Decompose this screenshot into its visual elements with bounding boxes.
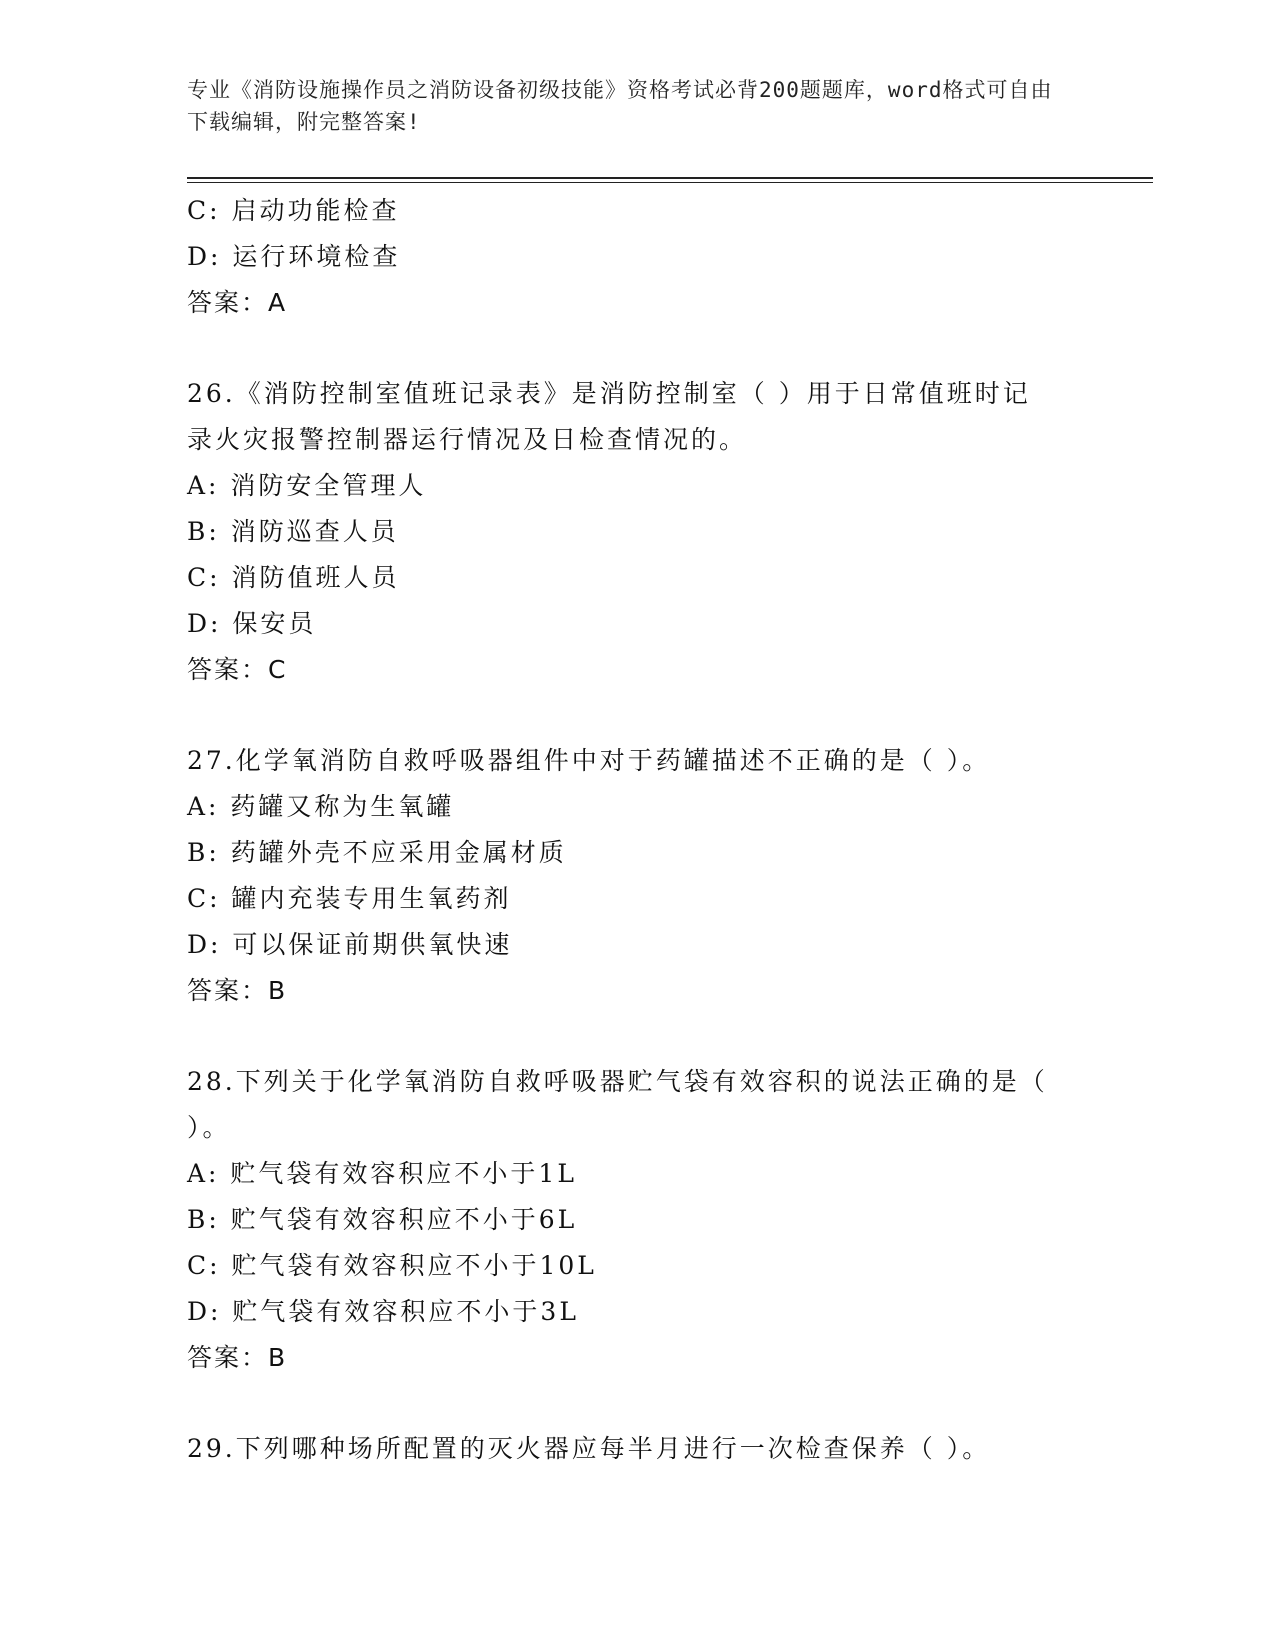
question-block-26 <box>187 371 1087 693</box>
question-stem-continued: ）。 <box>187 1113 231 1142</box>
document-header: 专业《消防设施操作员之消防设备初级技能》资格考试必背200题题库，word格式可自由下载编辑，附完整答案! <box>187 78 1053 134</box>
option-b: B: 贮气袋有效容积应不小于6L <box>187 1205 578 1234</box>
header-divider-thin <box>187 182 1153 183</box>
question-stem: 28.下列关于化学氧消防自救呼吸器贮气袋有效容积的说法正确的是（ <box>187 1067 1048 1096</box>
option-c: C: 罐内充装专用生氧药剂 <box>187 884 512 913</box>
question-stem-continued: 录火灾报警控制器运行情况及日检查情况的。 <box>187 425 748 454</box>
question-block-25-tail <box>187 188 1087 326</box>
question-stem: 26.《消防控制室值班记录表》是消防控制室（ ）用于日常值班时记 <box>187 379 1031 408</box>
option-d: D: 可以保证前期供氧快速 <box>187 930 513 959</box>
question-stem: 29.下列哪种场所配置的灭火器应每半月进行一次检查保养（ ）。 <box>187 1434 991 1463</box>
option-b: B: 药罐外壳不应采用金属材质 <box>187 838 567 867</box>
option-c: C: 消防值班人员 <box>187 563 400 592</box>
answer-text: 答案：B <box>187 1343 288 1372</box>
question-stem: 27.化学氧消防自救呼吸器组件中对于药罐描述不正确的是（ ）。 <box>187 746 991 775</box>
option-a: A: 消防安全管理人 <box>187 471 427 500</box>
question-block-28 <box>187 1059 1087 1381</box>
header-divider <box>187 177 1153 179</box>
answer-text: 答案：C <box>187 655 288 684</box>
option-d: D: 保安员 <box>187 609 317 638</box>
answer-text: 答案：B <box>187 976 288 1005</box>
option-b: B: 消防巡查人员 <box>187 517 399 546</box>
option-c: C: 启动功能检查 <box>187 196 400 225</box>
question-block-29 <box>187 1426 1087 1472</box>
answer-text: 答案：A <box>187 288 288 317</box>
option-a: A: 贮气袋有效容积应不小于1L <box>187 1159 577 1188</box>
question-block-27 <box>187 738 1087 1014</box>
option-d: D: 贮气袋有效容积应不小于3L <box>187 1297 579 1326</box>
question-list <box>187 188 1087 1472</box>
option-a: A: 药罐又称为生氧罐 <box>187 792 455 821</box>
option-d: D: 运行环境检查 <box>187 242 401 271</box>
option-c: C: 贮气袋有效容积应不小于10L <box>187 1251 597 1280</box>
